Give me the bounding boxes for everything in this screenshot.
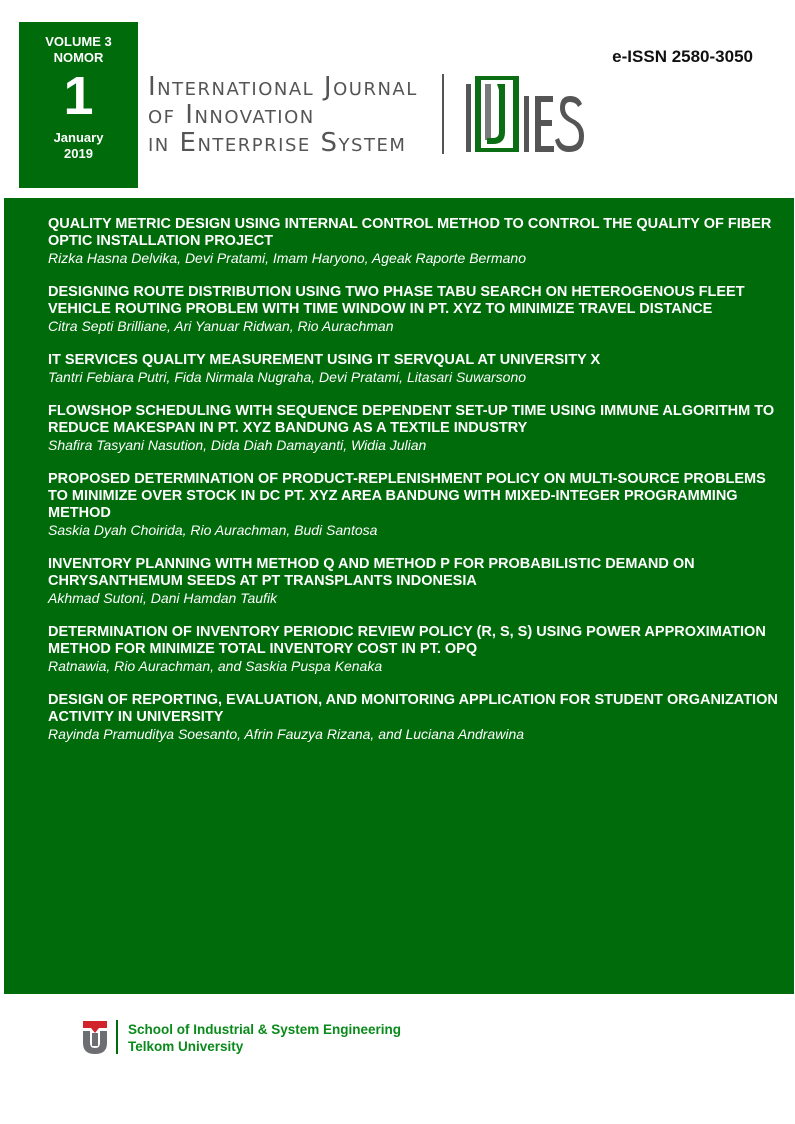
article-item <box>48 284 778 335</box>
article-title: QUALITY METRIC DESIGN USING INTERNAL CONTROL METHOD TO CONTROL THE QUALITY OF FIBER OPTIC INSTALLATION PROJECT <box>48 216 772 249</box>
article-item <box>48 624 778 675</box>
volume-badge <box>19 22 138 188</box>
contents-panel <box>4 198 794 994</box>
volume-label: VOLUME 3 <box>45 34 112 49</box>
footer-university: Telkom University <box>128 1039 244 1054</box>
article-authors: Shafira Tasyani Nasution, Dida Diah Damayanti, Widia Julian <box>48 437 427 453</box>
article-authors: Rizka Hasna Delvika, Devi Pratami, Imam Haryono, Ageak Raporte Bermano <box>48 250 527 266</box>
article-title: PROPOSED DETERMINATION OF PRODUCT-REPLENISHMENT POLICY ON MULTI-SOURCE PROBLEMS TO MINIMIZE OVER STOCK IN DC PT. XYZ AREA BANDUNG WITH MIXED-INTEGER PROGRAMMING METHOD <box>48 471 766 521</box>
issue-month: January <box>53 130 104 145</box>
ijies-logo <box>463 74 588 156</box>
article-title: FLOWSHOP SCHEDULING WITH SEQUENCE DEPENDENT SET-UP TIME USING IMMUNE ALGORITHM TO REDUCE MAKESPAN IN PT. XYZ BANDUNG AS A TEXTILE INDUSTRY <box>48 403 775 436</box>
article-authors: Ratnawia, Rio Aurachman, and Saskia Puspa Kenaka <box>48 658 383 674</box>
article-title: INVENTORY PLANNING WITH METHOD Q AND METHOD P FOR PROBABILISTIC DEMAND ON CHRYSANTHEMUM SEEDS AT PT TRANSPLANTS INDONESIA <box>48 556 695 589</box>
article-title: DESIGNING ROUTE DISTRIBUTION USING TWO PHASE TABU SEARCH ON HETEROGENOUS FLEET VEHICLE ROUTING PROBLEM WITH TIME WINDOW IN PT. XYZ TO MINIMIZE TRAVEL DISTANCE <box>48 284 745 317</box>
article-authors: Rayinda Pramuditya Soesanto, Afrin Fauzya Rizana, and Luciana Andrawina <box>48 726 525 742</box>
footer-school: School of Industrial & System Engineering <box>128 1022 402 1037</box>
telkom-university-logo <box>82 1019 108 1055</box>
issue-year: 2019 <box>64 146 93 161</box>
article-authors: Citra Septi Brilliane, Ari Yanuar Ridwan, Rio Aurachman <box>48 318 394 334</box>
issue-number: 1 <box>63 66 94 126</box>
article-item <box>48 216 778 267</box>
nomor-label: NOMOR <box>53 50 104 65</box>
article-item <box>48 403 778 454</box>
article-list <box>48 216 778 760</box>
journal-title-line3: in Enterprise System <box>148 128 407 158</box>
journal-title-line1: International Journal <box>148 72 418 102</box>
article-item <box>48 556 778 607</box>
article-title: IT SERVICES QUALITY MEASUREMENT USING IT SERVQUAL AT UNIVERSITY X <box>48 352 601 368</box>
article-authors: Saskia Dyah Choirida, Rio Aurachman, Budi Santosa <box>48 522 378 538</box>
article-item <box>48 352 778 386</box>
journal-title <box>148 73 418 157</box>
article-title: DESIGN OF REPORTING, EVALUATION, AND MONITORING APPLICATION FOR STUDENT ORGANIZATION ACTIVITY IN UNIVERSITY <box>48 692 778 725</box>
article-authors: Tantri Febiara Putri, Fida Nirmala Nugraha, Devi Pratami, Litasari Suwarsono <box>48 369 527 385</box>
article-item <box>48 471 778 539</box>
header-divider <box>442 74 444 154</box>
article-title: DETERMINATION OF INVENTORY PERIODIC REVIEW POLICY (R, S, S) USING POWER APPROXIMATION METHOD FOR MINIMIZE TOTAL INVENTORY COST IN PT. OPQ <box>48 624 766 657</box>
article-authors: Akhmad Sutoni, Dani Hamdan Taufik <box>48 590 278 606</box>
footer-divider <box>116 1020 118 1054</box>
footer-institution <box>128 1021 401 1055</box>
journal-title-line2: of Innovation <box>148 100 315 130</box>
article-item <box>48 692 778 743</box>
issn-label: e-ISSN 2580-3050 <box>612 47 753 66</box>
